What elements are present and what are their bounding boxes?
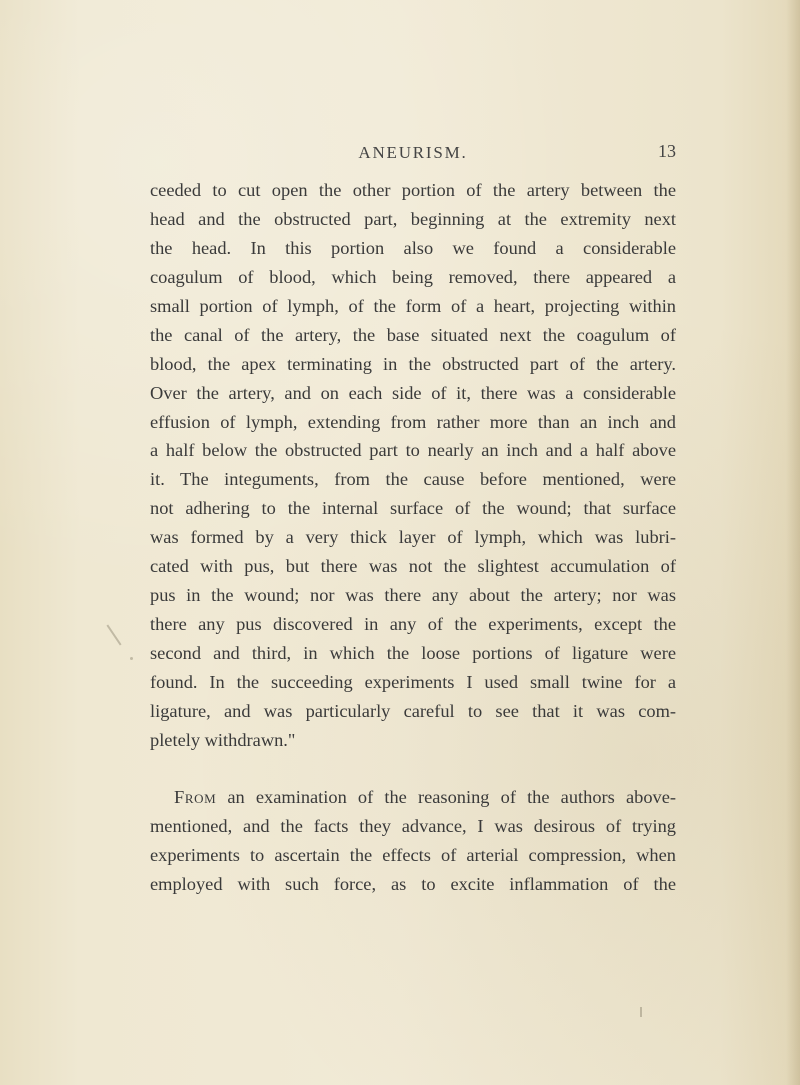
text-line: small portion of lymph, of the form of a heart, projecting within bbox=[150, 295, 676, 316]
text-line: pus in the wound; nor was there any about the artery; nor was bbox=[150, 585, 676, 606]
running-title: ANEURISM. bbox=[358, 143, 468, 162]
text-line: effusion of lymph, extending from rather more than an inch and bbox=[150, 411, 676, 432]
body-text bbox=[150, 176, 676, 899]
text-line: a half below the obstructed part to nearly an inch and a half above bbox=[150, 440, 676, 461]
text-line: ligature, and was particularly careful to see that it was com- bbox=[150, 700, 676, 721]
text-line: Over the artery, and on each side of it, there was a considerable bbox=[150, 382, 676, 403]
text-line: second and third, in which the loose portions of ligature were bbox=[150, 643, 676, 663]
paragraph-2 bbox=[150, 783, 676, 899]
paper-speck bbox=[130, 657, 133, 660]
text-line: employed with such force, as to excite inflammation of the bbox=[150, 873, 676, 894]
text-line: the canal of the artery, the base situated next the coagulum of bbox=[150, 324, 676, 345]
page-edge-shadow bbox=[786, 0, 800, 1085]
page-header bbox=[150, 141, 676, 169]
text-line: not adhering to the internal surface of the wound; that surface bbox=[150, 498, 676, 519]
text-line: experiments to ascertain the effects of arterial compression, when bbox=[150, 844, 676, 865]
text-line: it. The integuments, from the cause before mentioned, were bbox=[150, 469, 676, 490]
text-line: there any pus discovered in any of the experiments, except the bbox=[150, 614, 676, 635]
text-line: the head. In this portion also we found a considerable bbox=[150, 237, 676, 258]
text-line: ceeded to cut open the other portion of the artery between the bbox=[150, 180, 676, 200]
text-line: pletely withdrawn." bbox=[150, 729, 296, 750]
margin-pencil-mark bbox=[106, 624, 121, 645]
page-number: 13 bbox=[658, 141, 676, 161]
text-line: was formed by a very thick layer of lymph, which was lubri- bbox=[150, 527, 676, 548]
paragraph-1 bbox=[150, 176, 676, 755]
text-line: blood, the apex terminating in the obstructed part of the artery. bbox=[150, 353, 676, 374]
text-line-first bbox=[150, 783, 676, 812]
text-line: coagulum of blood, which being removed, there appeared a bbox=[150, 266, 676, 287]
text-line: found. In the succeeding experiments I used small twine for a bbox=[150, 671, 676, 692]
paragraph-gap bbox=[150, 755, 676, 783]
text-line: mentioned, and the facts they advance, I was desirous of trying bbox=[150, 815, 676, 836]
paper-speck bbox=[640, 1007, 642, 1017]
paragraph-opening-word: From bbox=[174, 786, 217, 807]
text-line: head and the obstructed part, beginning at the extremity next bbox=[150, 208, 676, 229]
first-line-rest: an examination of the reasoning of the authors above- bbox=[216, 786, 676, 807]
text-line: cated with pus, but there was not the slightest accumulation of bbox=[150, 556, 676, 577]
